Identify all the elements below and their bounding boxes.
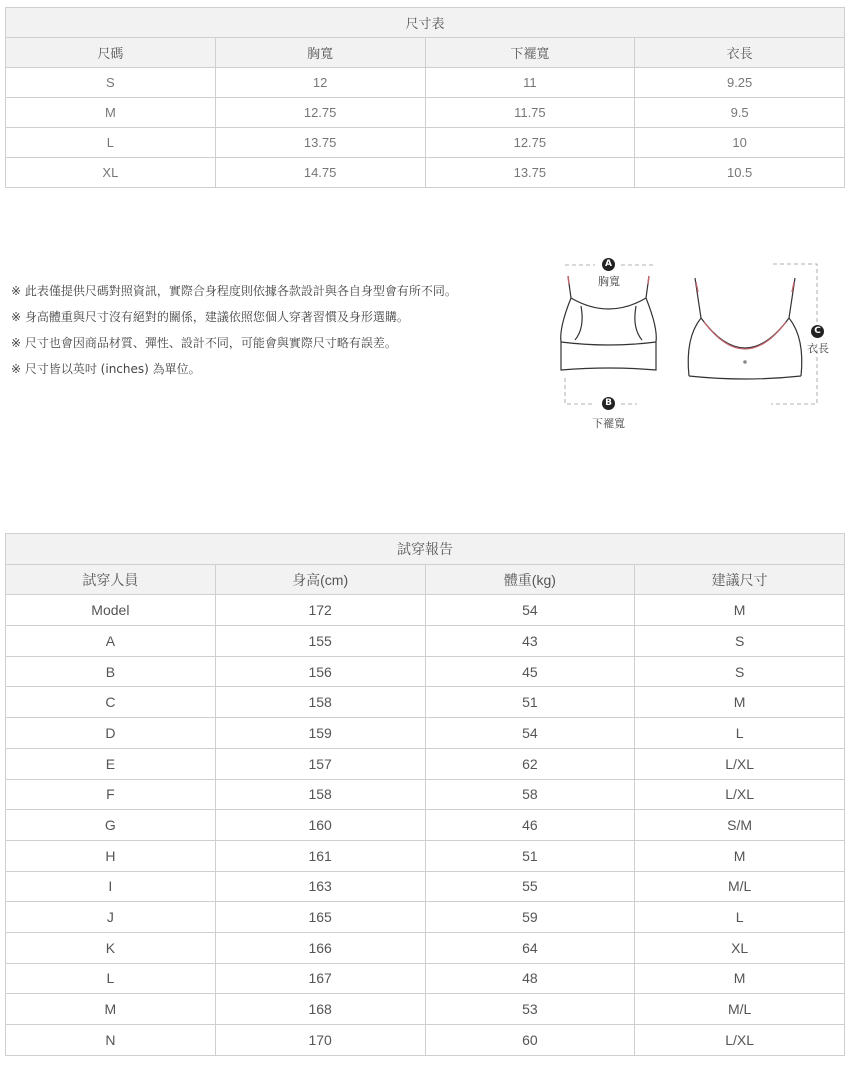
fit-row-cell: 170 <box>215 1025 425 1056</box>
note-line: ※ 尺寸也會因商品材質、彈性、設計不同，可能會與實際尺寸略有誤差。 <box>11 336 397 350</box>
fit-row-cell: 155 <box>215 626 425 657</box>
fit-row-cell: M/L <box>635 871 845 902</box>
size-row-cell: 9.25 <box>635 68 845 98</box>
fit-row-cell: B <box>6 656 216 687</box>
fit-row-cell: XL <box>635 932 845 963</box>
fit-report-title: 試穿報告 <box>6 534 845 565</box>
fit-row-cell: 45 <box>425 656 635 687</box>
fit-report-header: 建議尺寸 <box>635 564 845 595</box>
fit-row-cell: S <box>635 656 845 687</box>
fit-row <box>6 932 845 963</box>
fit-row-cell: 166 <box>215 932 425 963</box>
note-line: ※ 尺寸皆以英吋 (inches) 為單位。 <box>11 362 201 376</box>
fit-row-cell: 157 <box>215 748 425 779</box>
fit-row-cell: 51 <box>425 687 635 718</box>
size-row-cell: 11.75 <box>425 98 635 128</box>
tag-dot <box>743 360 747 364</box>
fit-row-cell: C <box>6 687 216 718</box>
size-row-cell: 12.75 <box>425 128 635 158</box>
fit-row-cell: F <box>6 779 216 810</box>
fit-row-cell: M <box>6 994 216 1025</box>
fit-row <box>6 595 845 626</box>
fit-row <box>6 871 845 902</box>
size-row-cell: XL <box>6 158 216 188</box>
fit-row-cell: A <box>6 626 216 657</box>
fit-row-cell: 43 <box>425 626 635 657</box>
fit-row <box>6 1025 845 1056</box>
fit-row-cell: L <box>635 718 845 749</box>
measure-a-label: 胸寬 <box>598 275 620 288</box>
fit-row <box>6 687 845 718</box>
size-row-cell: 13.75 <box>215 128 425 158</box>
measurement-diagram <box>545 248 845 438</box>
fit-row-cell: S <box>635 626 845 657</box>
note-line: ※ 此表僅提供尺碼對照資訊，實際合身程度則依據各款設計與各自身型會有所不同。 <box>11 284 457 298</box>
fit-row-cell: 59 <box>425 902 635 933</box>
size-row-cell: 11 <box>425 68 635 98</box>
size-row <box>6 158 845 188</box>
size-row-cell: 14.75 <box>215 158 425 188</box>
fit-row <box>6 840 845 871</box>
fit-row <box>6 902 845 933</box>
fit-row-cell: M <box>635 840 845 871</box>
fit-row-cell: 158 <box>215 779 425 810</box>
fit-row-cell: 167 <box>215 963 425 994</box>
fit-row-cell: L/XL <box>635 748 845 779</box>
fit-report-body <box>6 595 845 1055</box>
measure-b-icon: B <box>602 397 615 410</box>
fit-row-cell: M/L <box>635 994 845 1025</box>
fit-row <box>6 994 845 1025</box>
size-row-cell: 10.5 <box>635 158 845 188</box>
fit-row-cell: G <box>6 810 216 841</box>
fit-row-cell: 172 <box>215 595 425 626</box>
fit-row <box>6 779 845 810</box>
fit-row-cell: J <box>6 902 216 933</box>
size-notes <box>11 278 541 382</box>
measure-b-label: 下襬寬 <box>592 417 625 430</box>
note-line: ※ 身高體重與尺寸沒有絕對的關係，建議依照您個人穿著習慣及身形選購。 <box>11 310 409 324</box>
fit-row-cell: 165 <box>215 902 425 933</box>
fit-row <box>6 718 845 749</box>
fit-row-cell: M <box>635 963 845 994</box>
fit-row-cell: 158 <box>215 687 425 718</box>
fit-report-header: 試穿人員 <box>6 564 216 595</box>
fit-row-cell: K <box>6 932 216 963</box>
size-row-cell: 13.75 <box>425 158 635 188</box>
fit-row <box>6 748 845 779</box>
size-row-cell: 12.75 <box>215 98 425 128</box>
fit-row-cell: H <box>6 840 216 871</box>
measure-c-icon: C <box>811 325 824 338</box>
fit-row-cell: 54 <box>425 595 635 626</box>
fit-row-cell: 55 <box>425 871 635 902</box>
size-row-cell: L <box>6 128 216 158</box>
fit-row-cell: D <box>6 718 216 749</box>
fit-row-cell: N <box>6 1025 216 1056</box>
fit-row-cell: Model <box>6 595 216 626</box>
size-row <box>6 128 845 158</box>
fit-row-cell: 46 <box>425 810 635 841</box>
fit-row-cell: 60 <box>425 1025 635 1056</box>
fit-row-cell: E <box>6 748 216 779</box>
size-row-cell: 10 <box>635 128 845 158</box>
fit-report-header-row <box>6 564 845 595</box>
fit-row-cell: I <box>6 871 216 902</box>
fit-row-cell: M <box>635 687 845 718</box>
size-row-cell: 12 <box>215 68 425 98</box>
size-row-cell: M <box>6 98 216 128</box>
fit-report-header: 體重(kg) <box>425 564 635 595</box>
fit-row-cell: 159 <box>215 718 425 749</box>
fit-row-cell: 54 <box>425 718 635 749</box>
fit-row-cell: 168 <box>215 994 425 1025</box>
fit-row-cell: 48 <box>425 963 635 994</box>
size-row <box>6 98 845 128</box>
fit-row-cell: L/XL <box>635 1025 845 1056</box>
fit-report-table <box>5 533 845 1056</box>
fit-row-cell: L <box>6 963 216 994</box>
fit-row-cell: 64 <box>425 932 635 963</box>
fit-row <box>6 656 845 687</box>
fit-row-cell: 53 <box>425 994 635 1025</box>
measure-c-label: 衣長 <box>807 342 829 355</box>
fit-row <box>6 963 845 994</box>
fit-row-cell: 62 <box>425 748 635 779</box>
size-chart-title: 尺寸表 <box>6 8 845 38</box>
fit-report-header: 身高(cm) <box>215 564 425 595</box>
size-chart-header-row <box>6 38 845 68</box>
garment-illustration <box>545 248 845 438</box>
measure-a-icon: A <box>602 258 615 271</box>
size-chart-header: 尺碼 <box>6 38 216 68</box>
fit-row-cell: 163 <box>215 871 425 902</box>
size-chart-table <box>5 7 845 188</box>
fit-row-cell: 58 <box>425 779 635 810</box>
fit-row <box>6 810 845 841</box>
fit-row-cell: 51 <box>425 840 635 871</box>
fit-row-cell: 160 <box>215 810 425 841</box>
size-row <box>6 68 845 98</box>
size-chart-header: 下襬寬 <box>425 38 635 68</box>
fit-row-cell: M <box>635 595 845 626</box>
fit-row-cell: 161 <box>215 840 425 871</box>
fit-row-cell: L <box>635 902 845 933</box>
size-chart-body <box>6 68 845 188</box>
size-row-cell: 9.5 <box>635 98 845 128</box>
fit-row-cell: S/M <box>635 810 845 841</box>
fit-row-cell: L/XL <box>635 779 845 810</box>
fit-row-cell: 156 <box>215 656 425 687</box>
size-row-cell: S <box>6 68 216 98</box>
size-chart-header: 胸寬 <box>215 38 425 68</box>
fit-row <box>6 626 845 657</box>
size-chart-header: 衣長 <box>635 38 845 68</box>
